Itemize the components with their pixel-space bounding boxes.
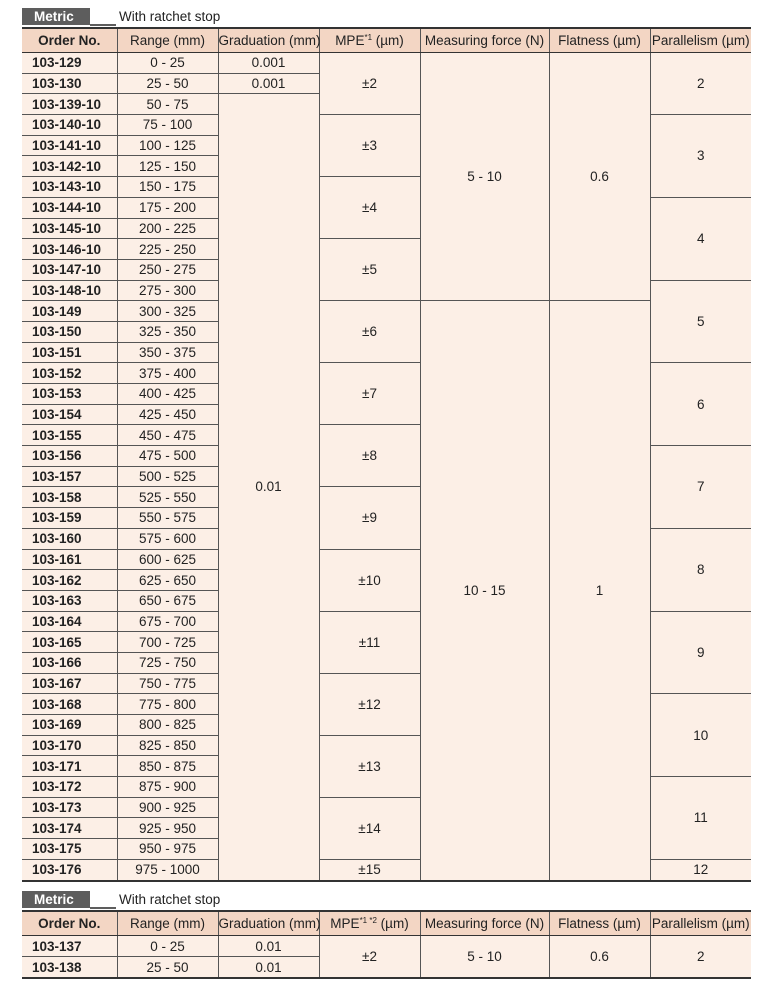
mpe-cell: ±6 [319,301,420,363]
mpe-cell: ±3 [319,115,420,177]
parallelism-cell: 9 [650,611,751,694]
order-no-cell: 103-137 [22,936,117,957]
order-no-cell: 103-149 [22,301,117,322]
range-cell: 400 - 425 [117,384,218,405]
mpe-cell: ±4 [319,177,420,239]
caption-text: With ratchet stop [119,9,221,24]
header-parallelism: Parallelism (µm) [650,28,751,53]
order-no-cell: 103-139-10 [22,94,117,115]
mpe-label: MPE [335,33,365,48]
measuring-force-cell: 5 - 10 [420,936,549,979]
parallelism-cell: 5 [650,280,751,363]
order-no-cell: 103-157 [22,466,117,487]
header-measuring-force: Measuring force (N) [420,28,549,53]
range-cell: 850 - 875 [117,756,218,777]
table-row [22,301,751,322]
mpe-cell: ±5 [319,239,420,301]
measuring-force-cell: 10 - 15 [420,301,549,881]
mpe-cell: ±8 [319,425,420,487]
order-no-cell: 103-176 [22,859,117,880]
parallelism-cell: 2 [650,936,751,979]
range-cell: 800 - 825 [117,715,218,736]
order-no-cell: 103-151 [22,342,117,363]
order-no-cell: 103-161 [22,549,117,570]
flatness-cell: 0.6 [549,936,650,979]
order-no-cell: 103-141-10 [22,135,117,156]
header-flatness: Flatness (µm) [549,911,650,936]
mpe-cell: ±10 [319,549,420,611]
range-cell: 125 - 150 [117,156,218,177]
range-cell: 550 - 575 [117,508,218,529]
order-no-cell: 103-158 [22,487,117,508]
table-row [22,53,751,74]
order-no-cell: 103-140-10 [22,115,117,136]
range-cell: 525 - 550 [117,487,218,508]
mpe-cell: ±11 [319,611,420,673]
mpe-unit: (µm) [372,33,404,48]
parallelism-cell: 6 [650,363,751,446]
range-cell: 175 - 200 [117,197,218,218]
order-no-cell: 103-165 [22,632,117,653]
metric-tag: Metric [22,891,90,908]
mpe-cell: ±9 [319,487,420,549]
mpe-footnote-mark: *1 [364,33,373,42]
order-no-cell: 103-138 [22,957,117,979]
order-no-cell: 103-152 [22,363,117,384]
order-no-cell: 103-163 [22,590,117,611]
range-cell: 150 - 175 [117,177,218,198]
range-cell: 275 - 300 [117,280,218,301]
header-range: Range (mm) [117,911,218,936]
mpe-footnote-mark: *1 *2 [359,916,377,925]
range-cell: 600 - 625 [117,549,218,570]
order-no-cell: 103-166 [22,652,117,673]
range-cell: 575 - 600 [117,528,218,549]
range-cell: 475 - 500 [117,446,218,467]
mpe-label: MPE [330,916,360,931]
mpe-cell: ±14 [319,797,420,859]
range-cell: 25 - 50 [117,957,218,979]
order-no-cell: 103-145-10 [22,218,117,239]
parallelism-cell: 4 [650,197,751,280]
range-cell: 750 - 775 [117,673,218,694]
parallelism-cell: 3 [650,115,751,198]
range-cell: 0 - 25 [117,936,218,957]
order-no-cell: 103-153 [22,384,117,405]
caption-text: With ratchet stop [119,892,221,907]
range-cell: 350 - 375 [117,342,218,363]
range-cell: 50 - 75 [117,94,218,115]
range-cell: 500 - 525 [117,466,218,487]
table-header-row [22,911,751,936]
range-cell: 925 - 950 [117,818,218,839]
order-no-cell: 103-144-10 [22,197,117,218]
order-no-cell: 103-130 [22,73,117,94]
graduation-cell: 0.001 [218,53,319,74]
graduation-cell: 0.01 [218,94,319,881]
order-no-cell: 103-173 [22,797,117,818]
range-cell: 0 - 25 [117,53,218,74]
order-no-cell: 103-168 [22,694,117,715]
range-cell: 450 - 475 [117,425,218,446]
order-no-cell: 103-174 [22,818,117,839]
parallelism-cell: 11 [650,777,751,860]
order-no-cell: 103-160 [22,528,117,549]
spec-table-metric-2 [22,910,751,979]
header-range: Range (mm) [117,28,218,53]
order-no-cell: 103-154 [22,404,117,425]
measuring-force-cell: 5 - 10 [420,53,549,301]
range-cell: 650 - 675 [117,590,218,611]
range-cell: 75 - 100 [117,115,218,136]
parallelism-cell: 8 [650,528,751,611]
order-no-cell: 103-175 [22,839,117,860]
order-no-cell: 103-146-10 [22,239,117,260]
order-no-cell: 103-142-10 [22,156,117,177]
range-cell: 375 - 400 [117,363,218,384]
range-cell: 200 - 225 [117,218,218,239]
range-cell: 300 - 325 [117,301,218,322]
range-cell: 725 - 750 [117,652,218,673]
mpe-cell: ±15 [319,859,420,880]
order-no-cell: 103-167 [22,673,117,694]
mpe-cell: ±7 [319,363,420,425]
mpe-cell: ±12 [319,673,420,735]
range-cell: 975 - 1000 [117,859,218,880]
metric-tag: Metric [22,8,90,25]
mpe-cell: ±2 [319,53,420,115]
range-cell: 25 - 50 [117,73,218,94]
header-order-no: Order No. [22,28,117,53]
header-parallelism: Parallelism (µm) [650,911,751,936]
order-no-cell: 103-143-10 [22,177,117,198]
range-cell: 875 - 900 [117,777,218,798]
header-graduation: Graduation (mm) [218,911,319,936]
parallelism-cell: 7 [650,446,751,529]
mpe-cell: ±13 [319,735,420,797]
range-cell: 675 - 700 [117,611,218,632]
range-cell: 775 - 800 [117,694,218,715]
order-no-cell: 103-162 [22,570,117,591]
tag-underline [90,907,116,909]
graduation-cell: 0.01 [218,957,319,979]
order-no-cell: 103-164 [22,611,117,632]
order-no-cell: 103-156 [22,446,117,467]
range-cell: 425 - 450 [117,404,218,425]
order-no-cell: 103-171 [22,756,117,777]
parallelism-cell: 12 [650,859,751,880]
table-row [22,936,751,957]
header-mpe [319,28,420,53]
order-no-cell: 103-147-10 [22,259,117,280]
order-no-cell: 103-155 [22,425,117,446]
order-no-cell: 103-170 [22,735,117,756]
header-measuring-force: Measuring force (N) [420,911,549,936]
parallelism-cell: 2 [650,53,751,115]
range-cell: 250 - 275 [117,259,218,280]
range-cell: 225 - 250 [117,239,218,260]
header-mpe [319,911,420,936]
range-cell: 325 - 350 [117,321,218,342]
order-no-cell: 103-169 [22,715,117,736]
order-no-cell: 103-159 [22,508,117,529]
table-header-row [22,28,751,53]
range-cell: 900 - 925 [117,797,218,818]
header-flatness: Flatness (µm) [549,28,650,53]
mpe-unit: (µm) [376,916,409,931]
flatness-cell: 0.6 [549,53,650,301]
range-cell: 950 - 975 [117,839,218,860]
order-no-cell: 103-148-10 [22,280,117,301]
order-no-cell: 103-150 [22,321,117,342]
graduation-cell: 0.001 [218,73,319,94]
graduation-cell: 0.01 [218,936,319,957]
range-cell: 700 - 725 [117,632,218,653]
order-no-cell: 103-172 [22,777,117,798]
header-order-no: Order No. [22,911,117,936]
parallelism-cell: 10 [650,694,751,777]
range-cell: 625 - 650 [117,570,218,591]
range-cell: 100 - 125 [117,135,218,156]
order-no-cell: 103-129 [22,53,117,74]
range-cell: 825 - 850 [117,735,218,756]
mpe-cell: ±2 [319,936,420,979]
flatness-cell: 1 [549,301,650,881]
header-graduation: Graduation (mm) [218,28,319,53]
tag-underline [90,24,116,26]
spec-table-metric [22,27,751,882]
